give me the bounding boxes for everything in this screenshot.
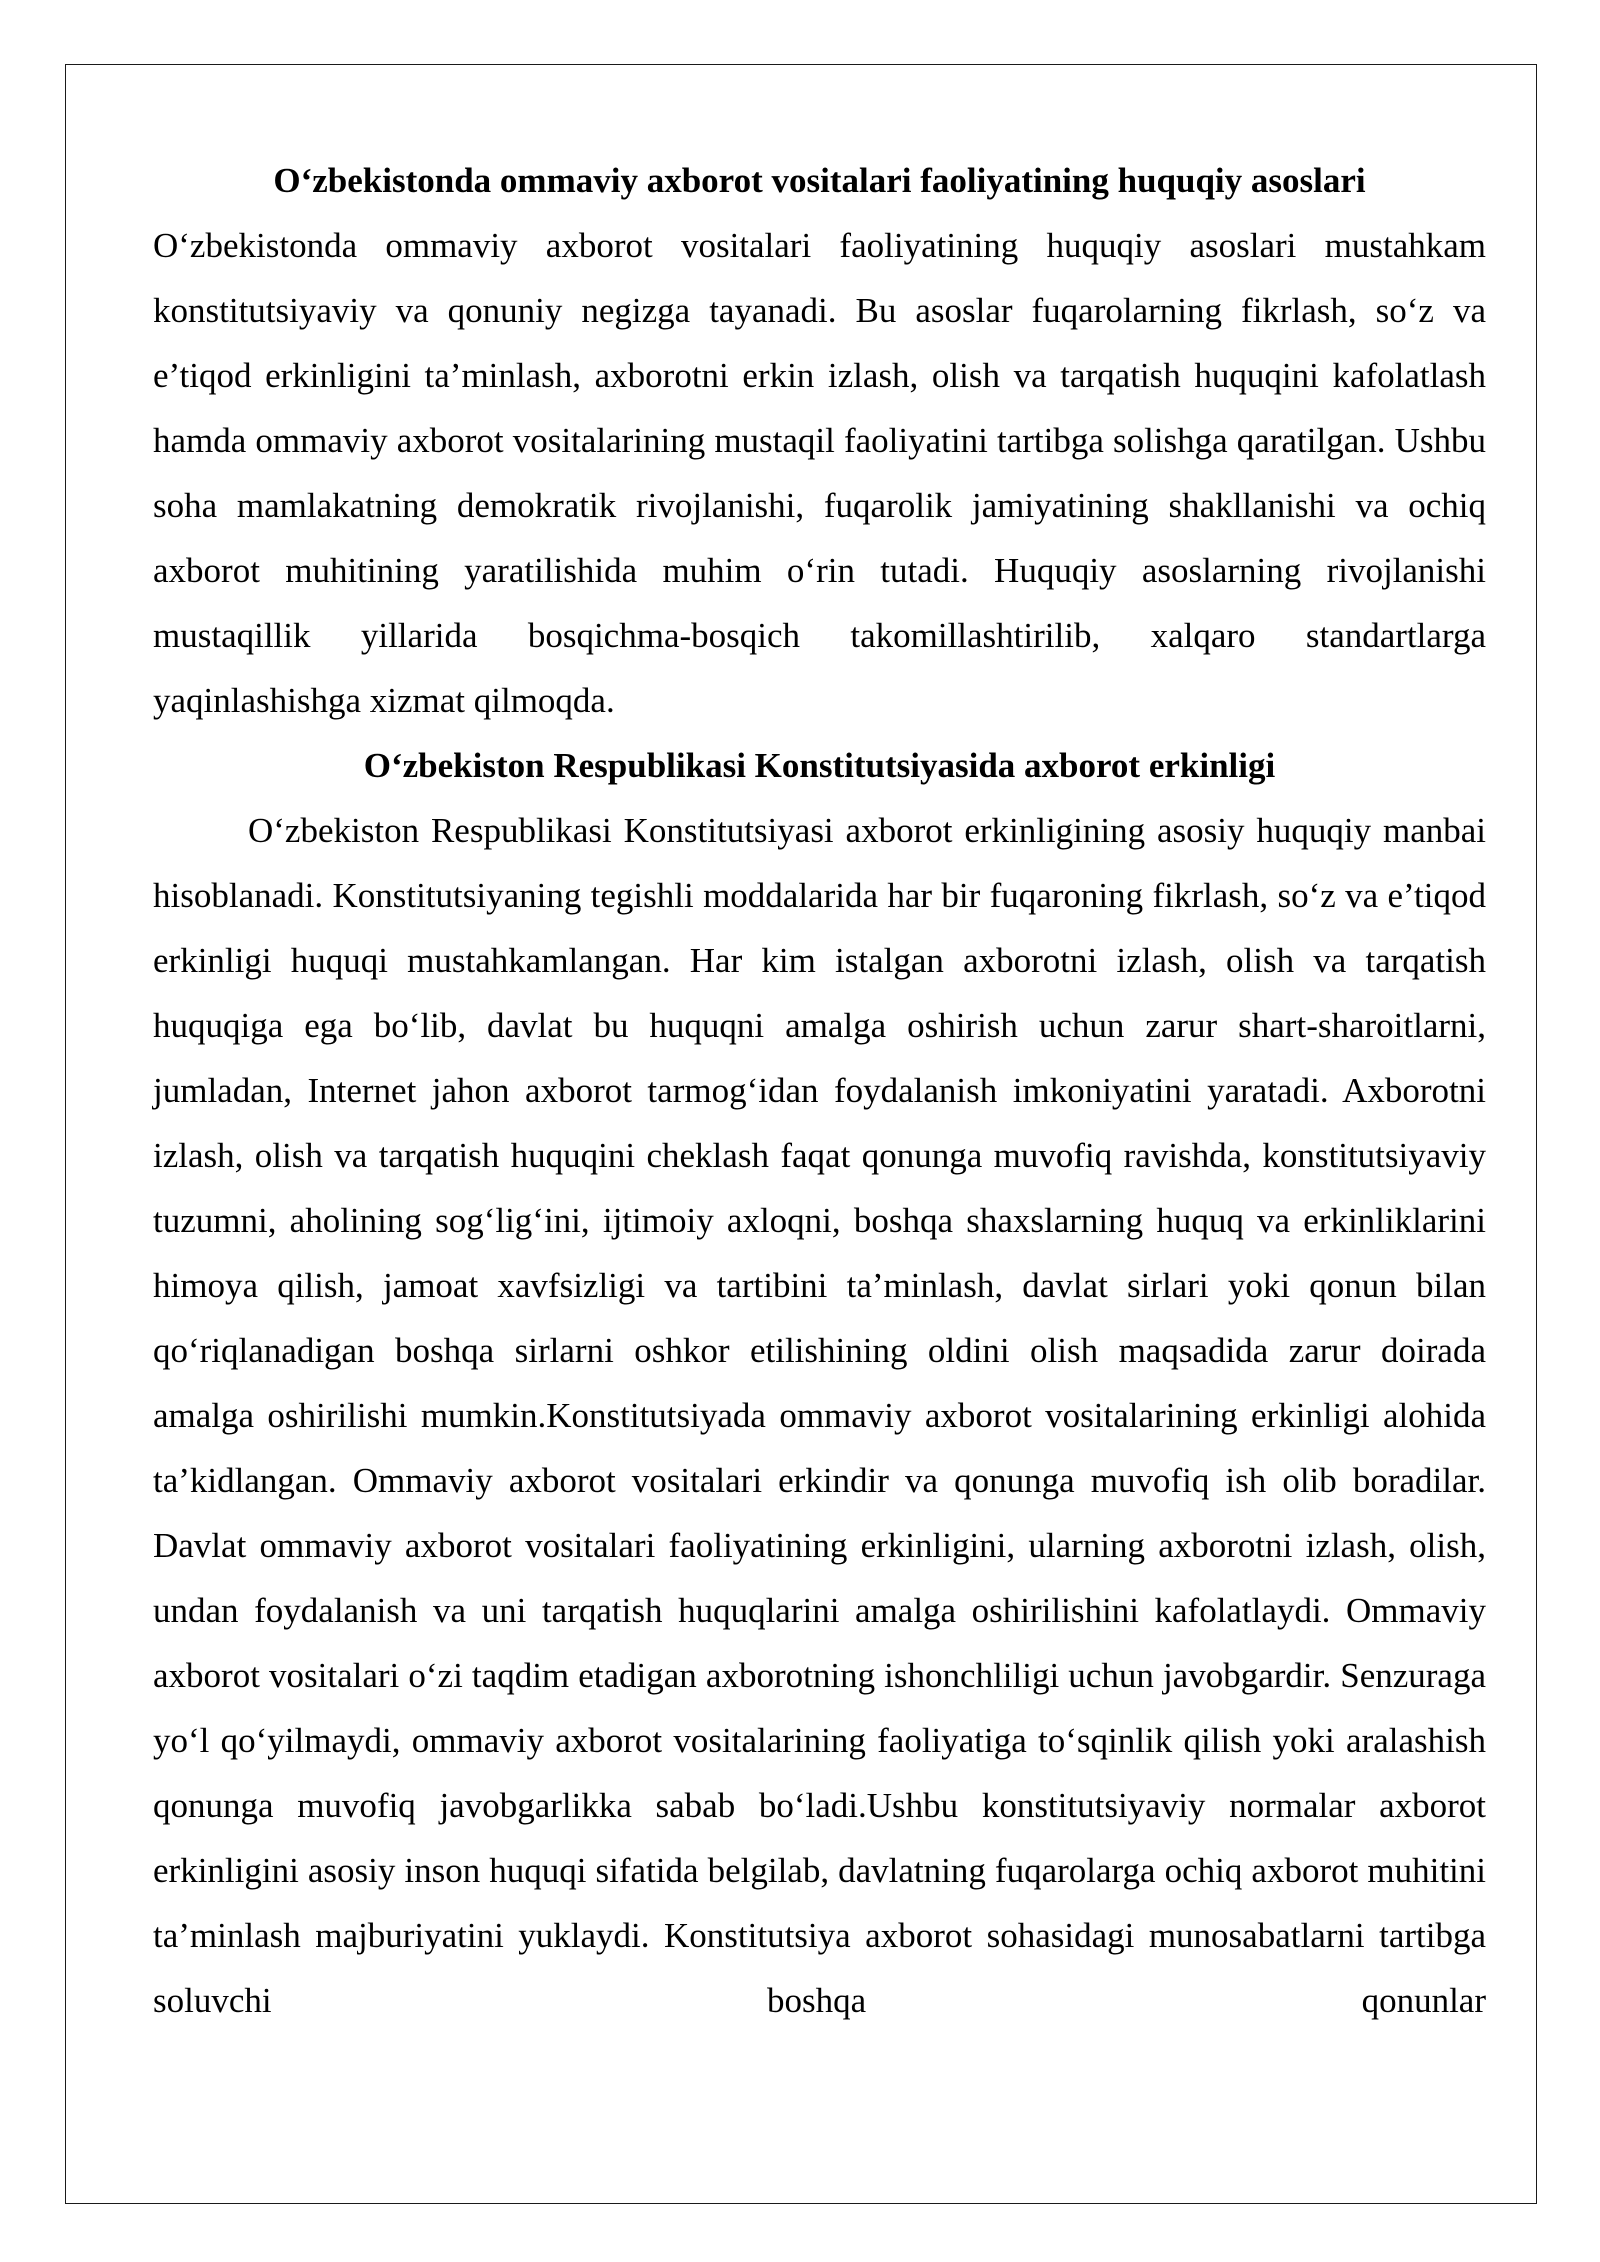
paragraph-legal-basis: O‘zbekistonda ommaviy axborot vositalari faoliyatining huquqiy asoslari mustahkam konstitutsiyaviy va qonuniy negizga tayanadi. Bu asoslar fuqarolarning fikrlash, so‘z va e’tiqod erkinligini ta’minlash, axborotni erkin izlash, olish va tarqatish huquqini kafolatlash hamda ommaviy axborot vositalarining mustaqil faoliyatini tartibga solishga qaratilgan. Ushbu soha mamlakatning demokratik rivojlanishi, fuqarolik jamiyatining shakllanishi va ochiq axborot muhitining yaratilishida muhim o‘rin tutadi. Huquqiy asoslarning rivojlanishi mustaqillik yillarida bosqichma-bosqich takomillashtirilib, xalqaro standartlarga yaqinlashishga xizmat qilmoqda. — [153, 226, 1486, 720]
section-heading-constitution: O‘zbekiston Respublikasi Konstitutsiyasida axborot erkinligi — [363, 746, 1276, 785]
section-heading-legal-basis: O‘zbekistonda ommaviy axborot vositalari faoliyatining huquqiy asoslari — [273, 161, 1366, 200]
document-body — [153, 148, 1486, 2033]
paragraph-constitution: O‘zbekiston Respublikasi Konstitutsiyasi axborot erkinligining asosiy huquqiy manbai hisoblanadi. Konstitutsiyaning tegishli moddalarida har bir fuqaroning fikrlash, so‘z va e’tiqod erkinligi huquqi mustahkamlangan. Har kim istalgan axborotni izlash, olish va tarqatish huquqiga ega bo‘lib, davlat bu huquqni amalga oshirish uchun zarur shart-sharoitlarni, jumladan, Internet jahon axborot tarmog‘idan foydalanish imkoniyatini yaratadi. Axborotni izlash, olish va tarqatish huquqini cheklash faqat qonunga muvofiq ravishda, konstitutsiyaviy tuzumni, aholining sog‘lig‘ini, ijtimoiy axloqni, boshqa shaxslarning huquq va erkinliklarini himoya qilish, jamoat xavfsizligi va tartibini ta’minlash, davlat sirlari yoki qonun bilan qo‘riqlanadigan boshqa sirlarni oshkor etilishining oldini olish maqsadida zarur doirada amalga oshirilishi mumkin.Konstitutsiyada ommaviy axborot vositalarining erkinligi alohida ta’kidlangan. Ommaviy axborot vositalari erkindir va qonunga muvofiq ish olib boradilar. Davlat ommaviy axborot vositalari faoliyatining erkinligini, ularning axborotni izlash, olish, undan foydalanish va uni tarqatish huquqlarini amalga oshirilishini kafolatlaydi. Ommaviy axborot vositalari o‘zi taqdim etadigan axborotning ishonchliligi uchun javobgardir. Senzuraga yo‘l qo‘yilmaydi, ommaviy axborot vositalarining faoliyatiga to‘sqinlik qilish yoki aralashish qonunga muvofiq javobgarlikka sabab bo‘ladi.Ushbu konstitutsiyaviy normalar axborot erkinligini asosiy inson huquqi sifatida belgilab, davlatning fuqarolarga ochiq axborot muhitini ta’minlash majburiyatini yuklaydi. Konstitutsiya axborot sohasidagi munosabatlarni tartibga soluvchi boshqa qonunlar — [153, 811, 1486, 2020]
